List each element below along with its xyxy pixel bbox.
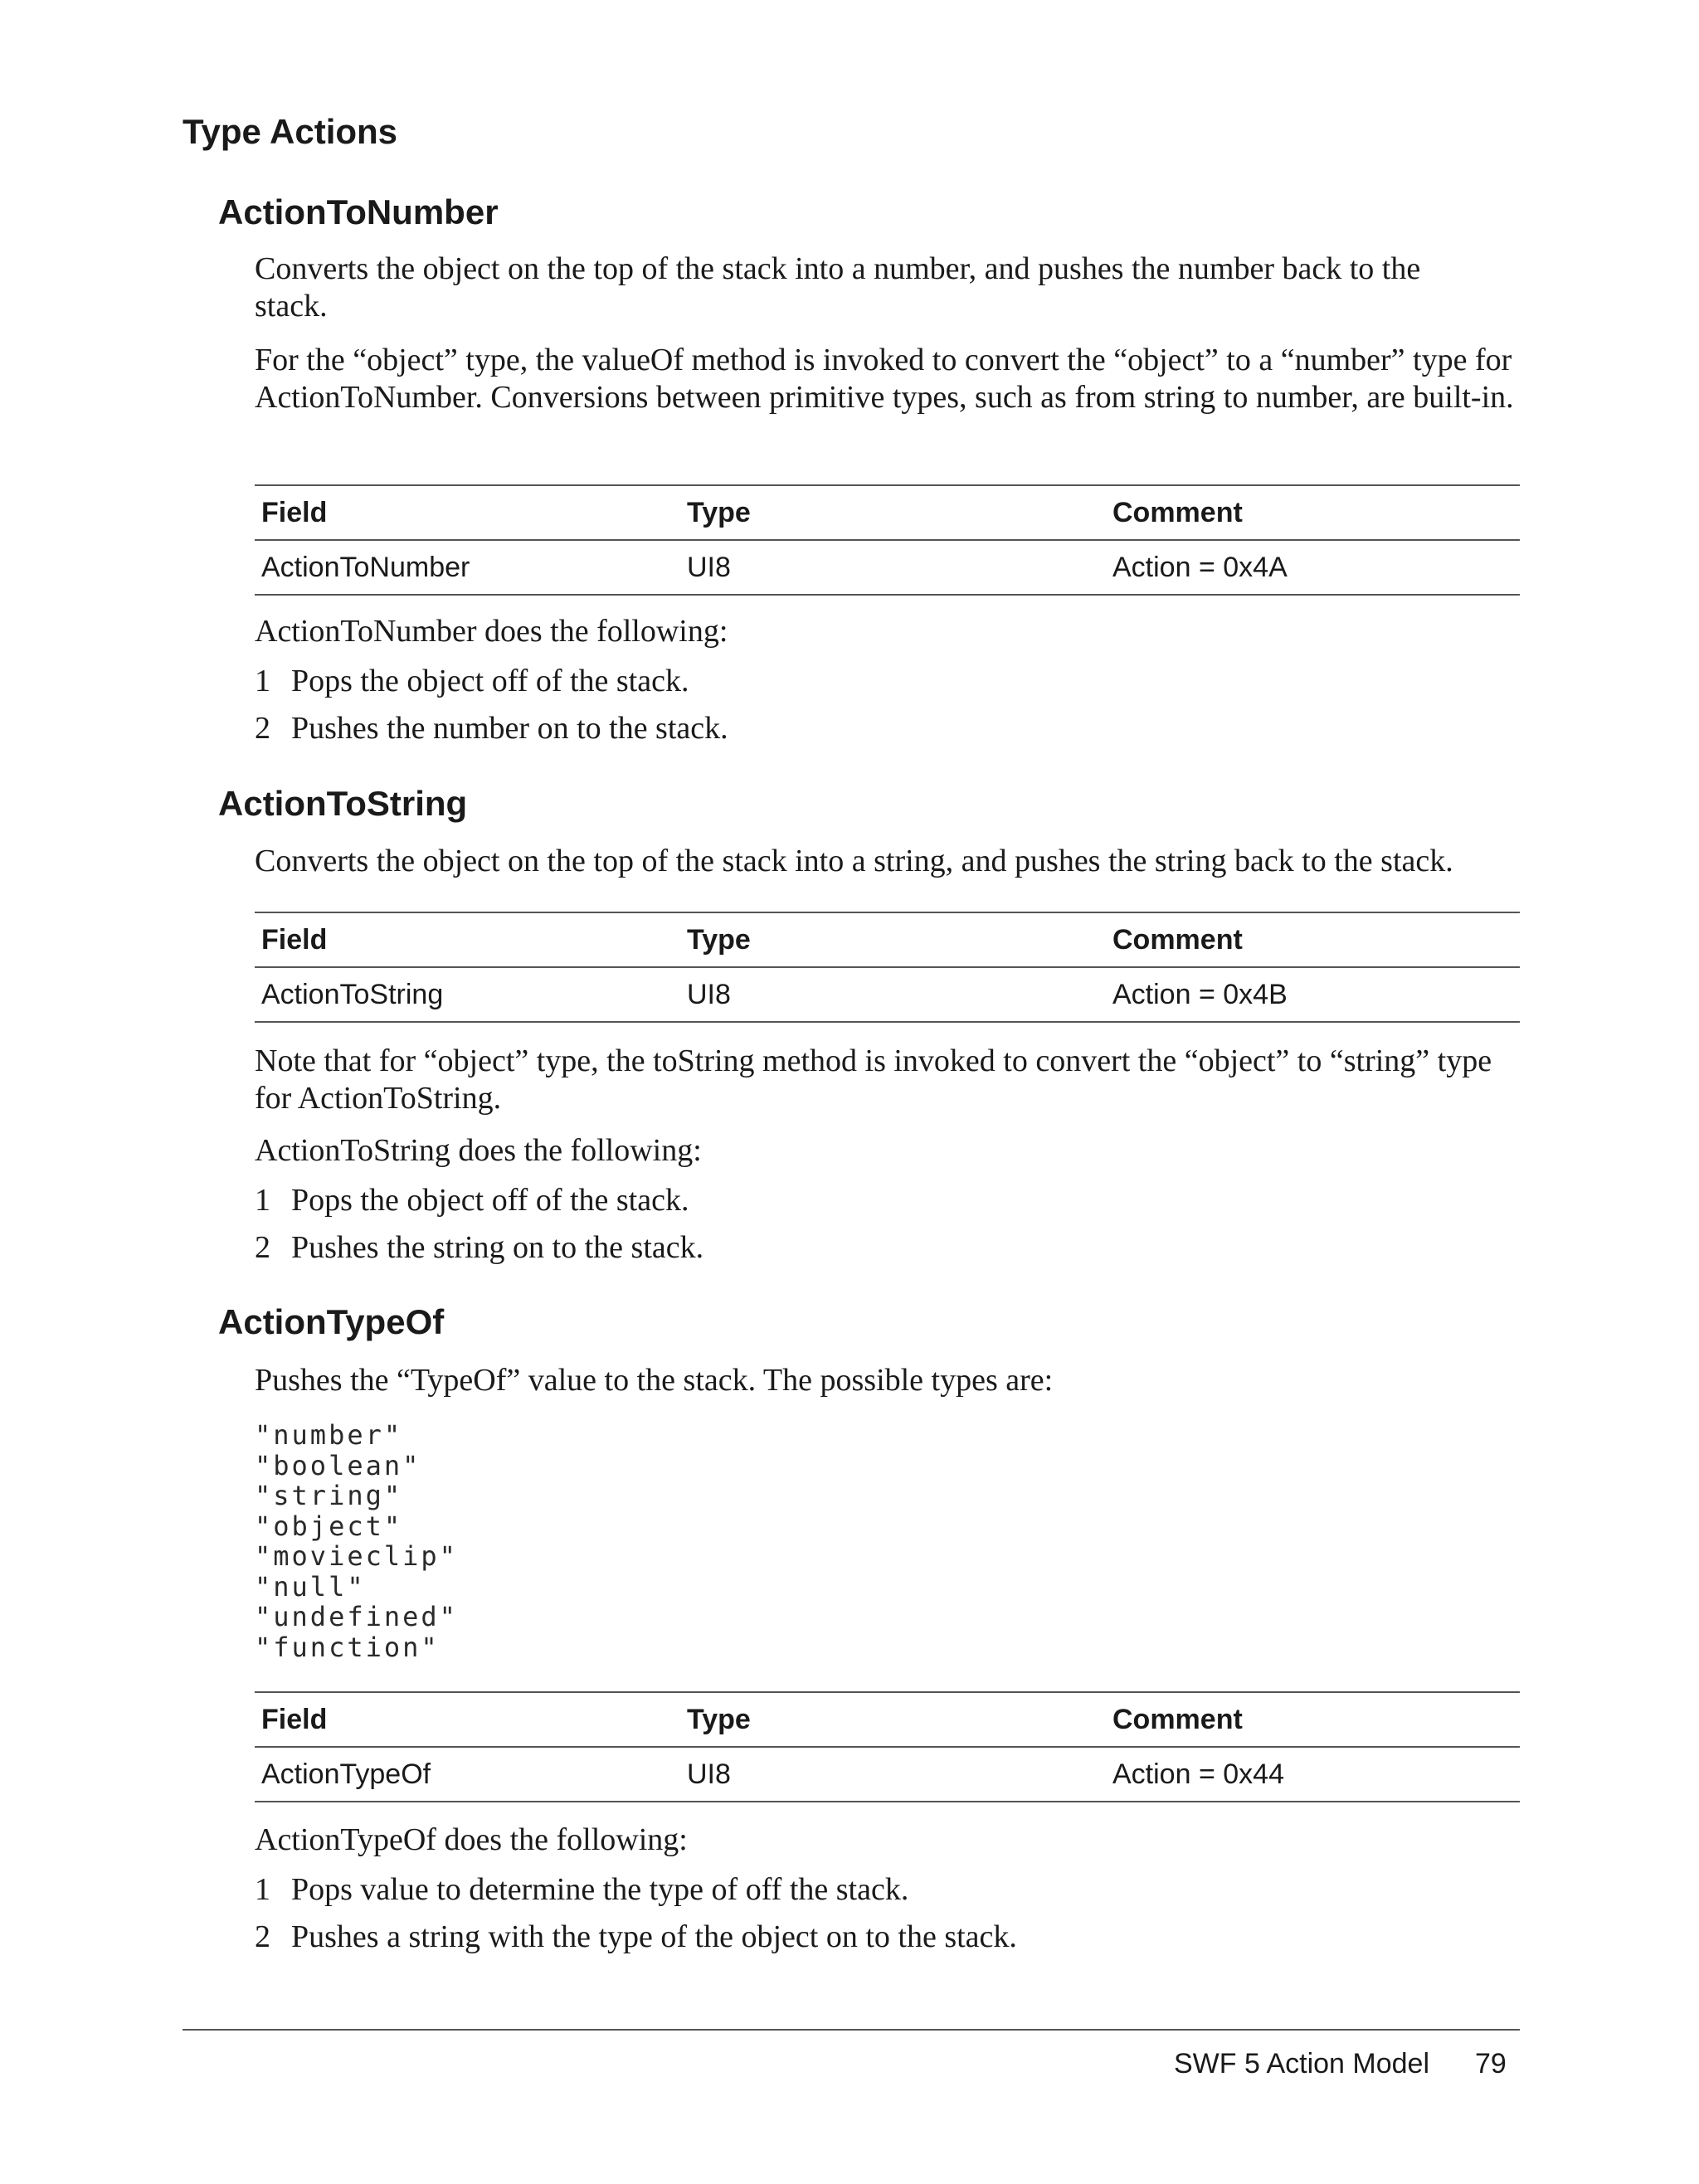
table-row xyxy=(255,1747,1520,1802)
to-string-description: Converts the object on the top of the stack into a string, and pushes the string back to the stack. xyxy=(255,844,1453,878)
to-number-description: Converts the object on the top of the stack into a number, and pushes the number back to the stack. xyxy=(255,251,1421,323)
cell-type: UI8 xyxy=(687,978,731,1010)
to-number-table xyxy=(255,484,1520,596)
header-comment: Comment xyxy=(1112,496,1243,528)
header-field: Field xyxy=(261,1703,328,1735)
type-string: "undefined" xyxy=(255,1601,458,1632)
header-type: Type xyxy=(687,923,751,956)
possible-types-code-block xyxy=(255,1420,458,1662)
to-string-steps-intro: ActionToString does the following: xyxy=(255,1133,702,1168)
cell-field: ActionTypeOf xyxy=(261,1758,431,1790)
cell-field: ActionToNumber xyxy=(261,551,470,583)
heading-action-type-of: ActionTypeOf xyxy=(218,1302,445,1341)
to-string-note: Note that for “object” type, the toString method is invoked to convert the “object” to “string” type for ActionToString. xyxy=(255,1043,1492,1116)
table-header-row xyxy=(255,1692,1520,1747)
type-string: "null" xyxy=(255,1570,366,1603)
to-string-steps xyxy=(255,1182,703,1277)
type-string: "string" xyxy=(255,1480,403,1511)
header-comment: Comment xyxy=(1112,923,1243,956)
step-number: 1 xyxy=(255,1872,270,1907)
to-number-steps-intro: ActionToNumber does the following: xyxy=(255,614,728,649)
type-of-steps xyxy=(255,1871,1017,1966)
step-text: Pushes the string on to the stack. xyxy=(291,1230,704,1265)
to-number-conversion-note: For the “object” type, the valueOf method is invoked to convert the “object” to a “number” type for ActionToNumber. Conversions between primitive types, such as from string to number, are built-in. xyxy=(255,343,1514,415)
type-string: "function" xyxy=(255,1631,440,1663)
header-type: Type xyxy=(687,496,751,528)
cell-comment: Action = 0x4B xyxy=(1112,978,1288,1010)
list-item xyxy=(255,663,728,710)
list-item xyxy=(255,1229,703,1277)
header-field: Field xyxy=(261,496,328,528)
type-string: "object" xyxy=(255,1510,403,1542)
table-header-row xyxy=(255,485,1520,540)
step-number: 2 xyxy=(255,1919,270,1954)
table-row xyxy=(255,540,1520,595)
cell-comment: Action = 0x4A xyxy=(1112,551,1288,583)
type-of-table xyxy=(255,1691,1520,1802)
step-number: 1 xyxy=(255,664,270,698)
header-type: Type xyxy=(687,1703,751,1735)
step-text: Pops the object off of the stack. xyxy=(291,664,689,698)
header-comment: Comment xyxy=(1112,1703,1243,1735)
type-of-description: Pushes the “TypeOf” value to the stack. The possible types are: xyxy=(255,1363,1054,1398)
to-string-table xyxy=(255,912,1520,1023)
footer-page-number: 79 xyxy=(1475,2048,1507,2079)
step-text: Pops value to determine the type of off the stack. xyxy=(291,1872,909,1907)
step-text: Pushes a string with the type of the object on to the stack. xyxy=(291,1919,1017,1954)
footer-chapter-title: SWF 5 Action Model xyxy=(1174,2048,1430,2079)
step-text: Pops the object off of the stack. xyxy=(291,1183,689,1218)
type-string: "boolean" xyxy=(255,1449,421,1481)
cell-type: UI8 xyxy=(687,1758,731,1790)
type-string: "number" xyxy=(255,1419,403,1451)
cell-type: UI8 xyxy=(687,551,731,583)
step-number: 1 xyxy=(255,1183,270,1218)
list-item xyxy=(255,1182,703,1229)
table-row xyxy=(255,967,1520,1022)
to-number-steps xyxy=(255,663,728,757)
footer-divider xyxy=(183,2029,1520,2031)
cell-field: ActionToString xyxy=(261,978,444,1010)
header-field: Field xyxy=(261,923,328,956)
cell-comment: Action = 0x44 xyxy=(1112,1758,1284,1790)
type-string: "movieclip" xyxy=(255,1540,458,1572)
step-number: 2 xyxy=(255,1230,270,1265)
list-item xyxy=(255,1871,1017,1919)
step-text: Pushes the number on to the stack. xyxy=(291,711,728,746)
section-title: Type Actions xyxy=(183,112,398,151)
table-header-row xyxy=(255,912,1520,967)
list-item xyxy=(255,710,728,757)
type-of-steps-intro: ActionTypeOf does the following: xyxy=(255,1822,688,1857)
heading-action-to-string: ActionToString xyxy=(218,784,468,823)
list-item xyxy=(255,1919,1017,1966)
heading-action-to-number: ActionToNumber xyxy=(218,192,499,231)
step-number: 2 xyxy=(255,711,270,746)
